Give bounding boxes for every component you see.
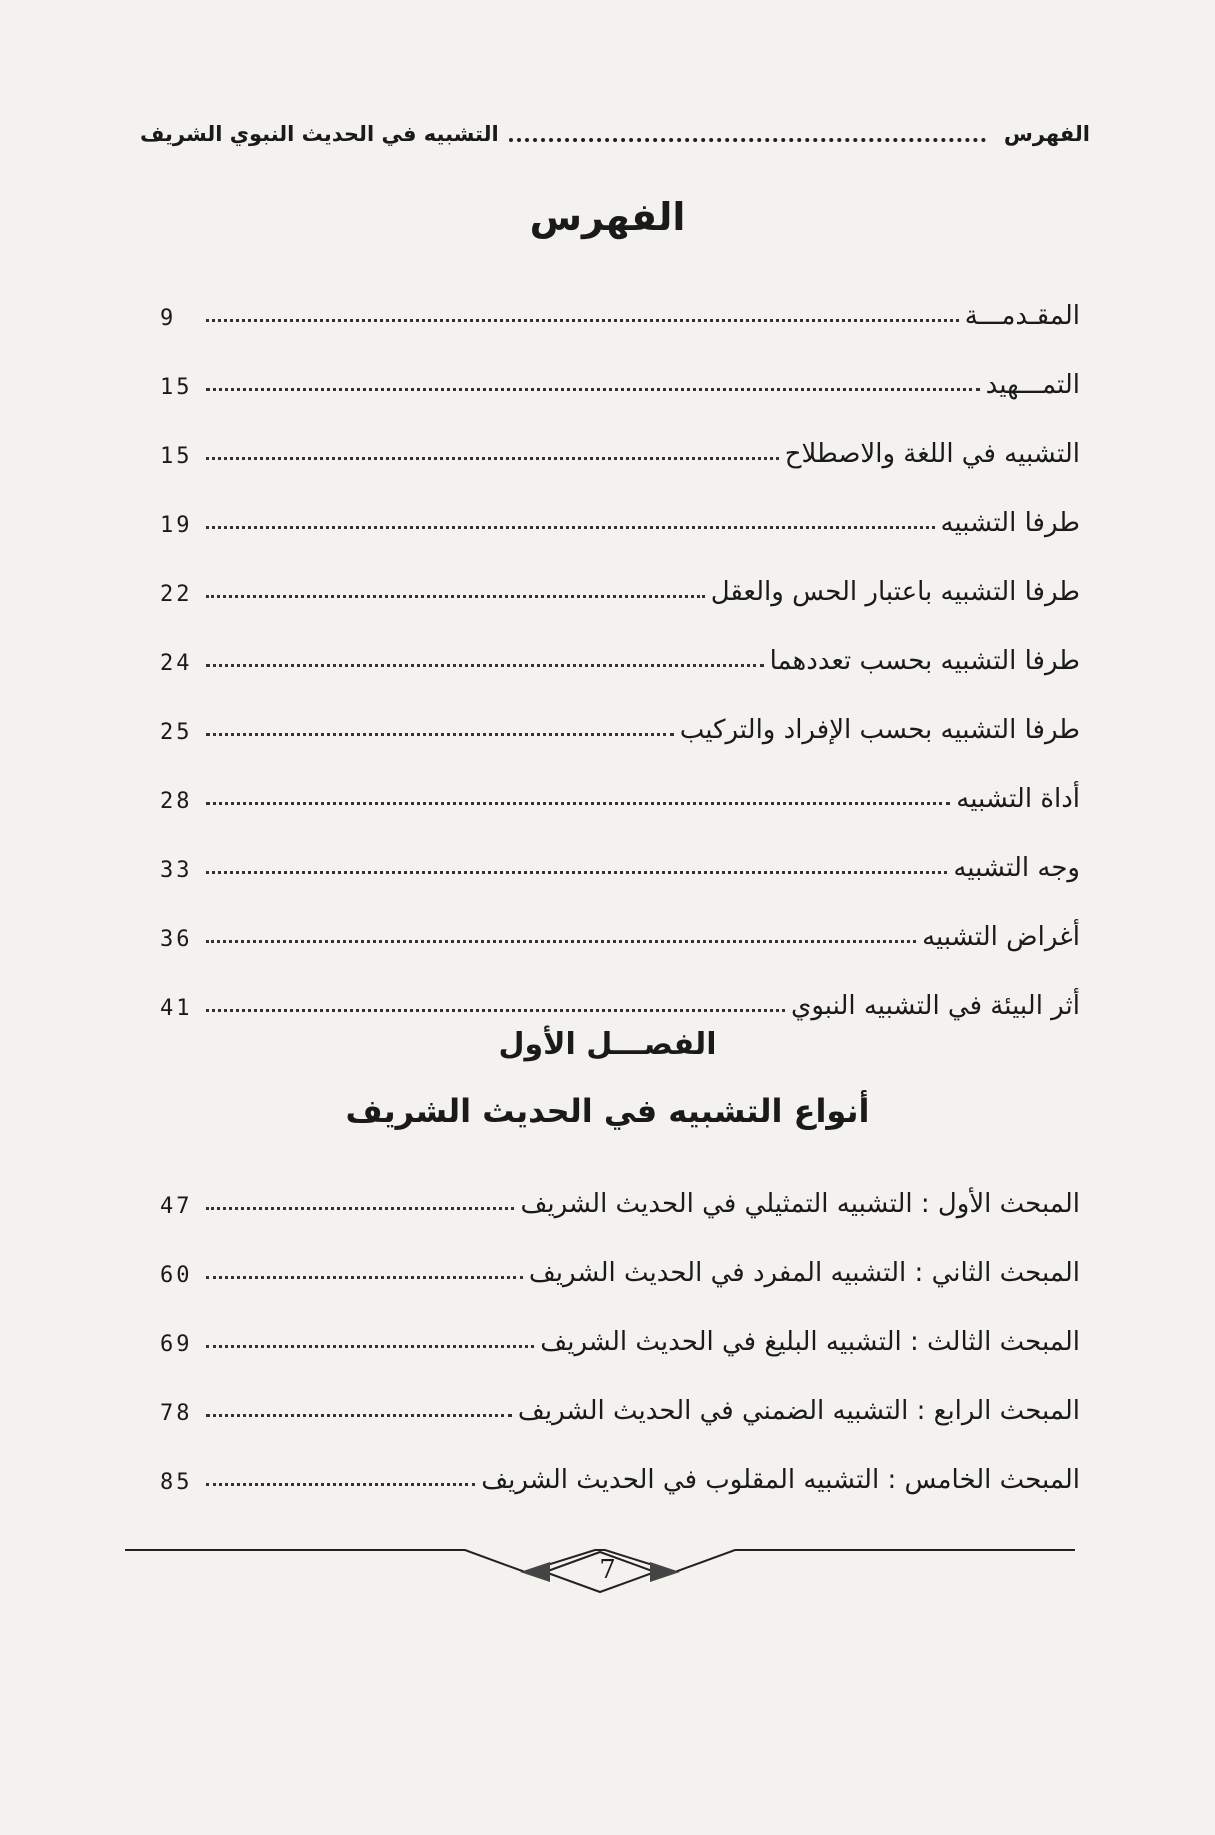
toc-entry (160, 1288, 1080, 1357)
dot-leader (206, 387, 980, 391)
toc-entry-page: 19 (160, 513, 193, 538)
dot-leader (206, 1275, 523, 1279)
header-section: الفهرس (1003, 122, 1090, 146)
dot-leader (206, 663, 764, 667)
chapter-label: الفصـــل الأول (498, 1027, 717, 1062)
dot-leader (206, 801, 950, 805)
toc-entry-label: أغراض التشبيه (922, 922, 1080, 952)
toc-entry-label: طرفا التشبيه (940, 508, 1080, 538)
toc-entry-page: 41 (160, 996, 193, 1021)
toc-entry-label: أداة التشبيه (956, 784, 1080, 814)
toc-entry-label: طرفا التشبيه بحسب تعددهما (769, 646, 1080, 676)
toc-entry (160, 1219, 1080, 1288)
toc-entry-label: المقـدمـــة (964, 301, 1080, 331)
toc-entry-page: 15 (160, 444, 193, 469)
toc-entry-label: طرفا التشبيه باعتبار الحس والعقل (710, 577, 1080, 607)
toc-entry-label: المبحث الخامس : التشبيه المقلوب في الحديث الشريف (481, 1465, 1080, 1495)
toc-entry (160, 745, 1080, 814)
toc-entry-label: المبحث الثالث : التشبيه البليغ في الحديث الشريف (540, 1327, 1080, 1357)
dot-leader (206, 939, 916, 943)
running-header (140, 122, 1090, 146)
toc-entry (160, 538, 1080, 607)
dot-leader (206, 1344, 534, 1348)
toc-entry-page: 47 (160, 1194, 193, 1219)
dot-leader (206, 318, 959, 322)
toc-entry-page: 78 (160, 1401, 193, 1426)
toc-entry (160, 1150, 1080, 1219)
dot-leader (206, 732, 674, 736)
toc-entry (160, 883, 1080, 952)
dot-leader (206, 1413, 512, 1417)
toc-entry-page: 9 (160, 306, 177, 331)
toc-entry-page: 22 (160, 582, 193, 607)
toc-entry-page: 69 (160, 1332, 193, 1357)
dot-leader (206, 1206, 514, 1210)
toc-entry-page: 24 (160, 651, 193, 676)
toc-entry-label: المبحث الرابع : التشبيه الضمني في الحديث الشريف (517, 1396, 1080, 1426)
toc-entry (160, 814, 1080, 883)
page-number: 7 (599, 1555, 616, 1585)
toc-entry-label: أثر البيئة في التشبيه النبوي (790, 991, 1080, 1021)
chapter-title: أنواع التشبيه في الحديث الشريف (345, 1092, 870, 1130)
toc-entry-label: التمـــهيد (985, 370, 1080, 400)
toc-entry-page: 33 (160, 858, 193, 883)
toc-entry-label: طرفا التشبيه بحسب الإفراد والتركيب (679, 715, 1080, 745)
toc-entry (160, 676, 1080, 745)
toc-entry-label: المبحث الثاني : التشبيه المفرد في الحديث الشريف (528, 1258, 1080, 1288)
toc-entry-label: التشبيه في اللغة والاصطلاح (784, 439, 1080, 469)
toc-entry-page: 36 (160, 927, 193, 952)
toc-entry-label: وجه التشبيه (953, 853, 1080, 883)
toc-entry-page: 60 (160, 1263, 193, 1288)
toc-entry (160, 469, 1080, 538)
toc-entry (160, 952, 1080, 1021)
dot-leader (206, 456, 779, 460)
toc-entry-page: 25 (160, 720, 193, 745)
dot-leader (206, 1008, 785, 1012)
toc-entry (160, 1426, 1080, 1495)
header-dot-leader (509, 126, 986, 142)
toc-entry (160, 262, 1080, 331)
toc-entry-page: 85 (160, 1470, 193, 1495)
toc-title: الفهرس (529, 195, 686, 239)
toc-list-chapter (160, 1150, 1080, 1495)
toc-entry (160, 331, 1080, 400)
dot-leader (206, 594, 705, 598)
toc-list-intro (160, 262, 1080, 1021)
dot-leader (206, 1482, 475, 1486)
dot-leader (206, 525, 935, 529)
toc-entry (160, 607, 1080, 676)
toc-entry-page: 28 (160, 789, 193, 814)
toc-entry-page: 15 (160, 375, 193, 400)
toc-entry (160, 400, 1080, 469)
dot-leader (206, 870, 947, 874)
toc-entry (160, 1357, 1080, 1426)
toc-entry-label: المبحث الأول : التشبيه التمثيلي في الحديث الشريف (520, 1189, 1080, 1219)
header-book-title: التشبيه في الحديث النبوي الشريف (140, 122, 499, 146)
